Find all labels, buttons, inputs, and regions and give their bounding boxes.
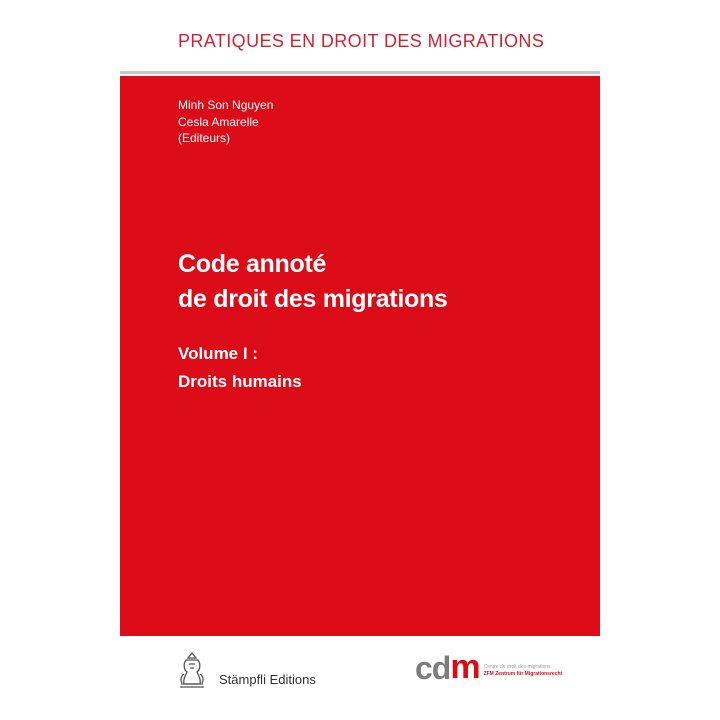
title-line: de droit des migrations bbox=[178, 285, 448, 313]
publisher-name: Stämpfli Editions bbox=[219, 672, 316, 687]
cdm-mark-prefix: cd bbox=[415, 650, 451, 686]
publisher-block bbox=[175, 650, 316, 695]
series-title: PRATIQUES EN DROIT DES MIGRATIONS bbox=[178, 31, 545, 51]
cdm-logo bbox=[415, 650, 562, 684]
volume-name: Droits humains bbox=[178, 372, 302, 391]
book-title bbox=[178, 247, 448, 317]
cdm-caption-de: ZFM Zentrum für Migrationsrecht bbox=[483, 671, 563, 677]
lion-crest-icon bbox=[175, 650, 209, 695]
editor-name: Cesla Amarelle bbox=[178, 114, 259, 129]
volume-number: Volume I : bbox=[178, 344, 258, 363]
title-line: Code annoté bbox=[178, 250, 327, 278]
top-divider bbox=[120, 71, 600, 74]
cdm-mark-suffix: m bbox=[450, 648, 480, 686]
cdm-wordmark bbox=[415, 650, 480, 684]
editors-role: (Editeurs) bbox=[178, 131, 231, 145]
cdm-caption-fr: Centre de droit des migrations bbox=[483, 664, 551, 670]
cdm-caption bbox=[484, 664, 563, 678]
editors-block bbox=[178, 97, 273, 147]
editor-name: Minh Son Nguyen bbox=[178, 98, 274, 112]
volume-subtitle bbox=[178, 340, 302, 396]
